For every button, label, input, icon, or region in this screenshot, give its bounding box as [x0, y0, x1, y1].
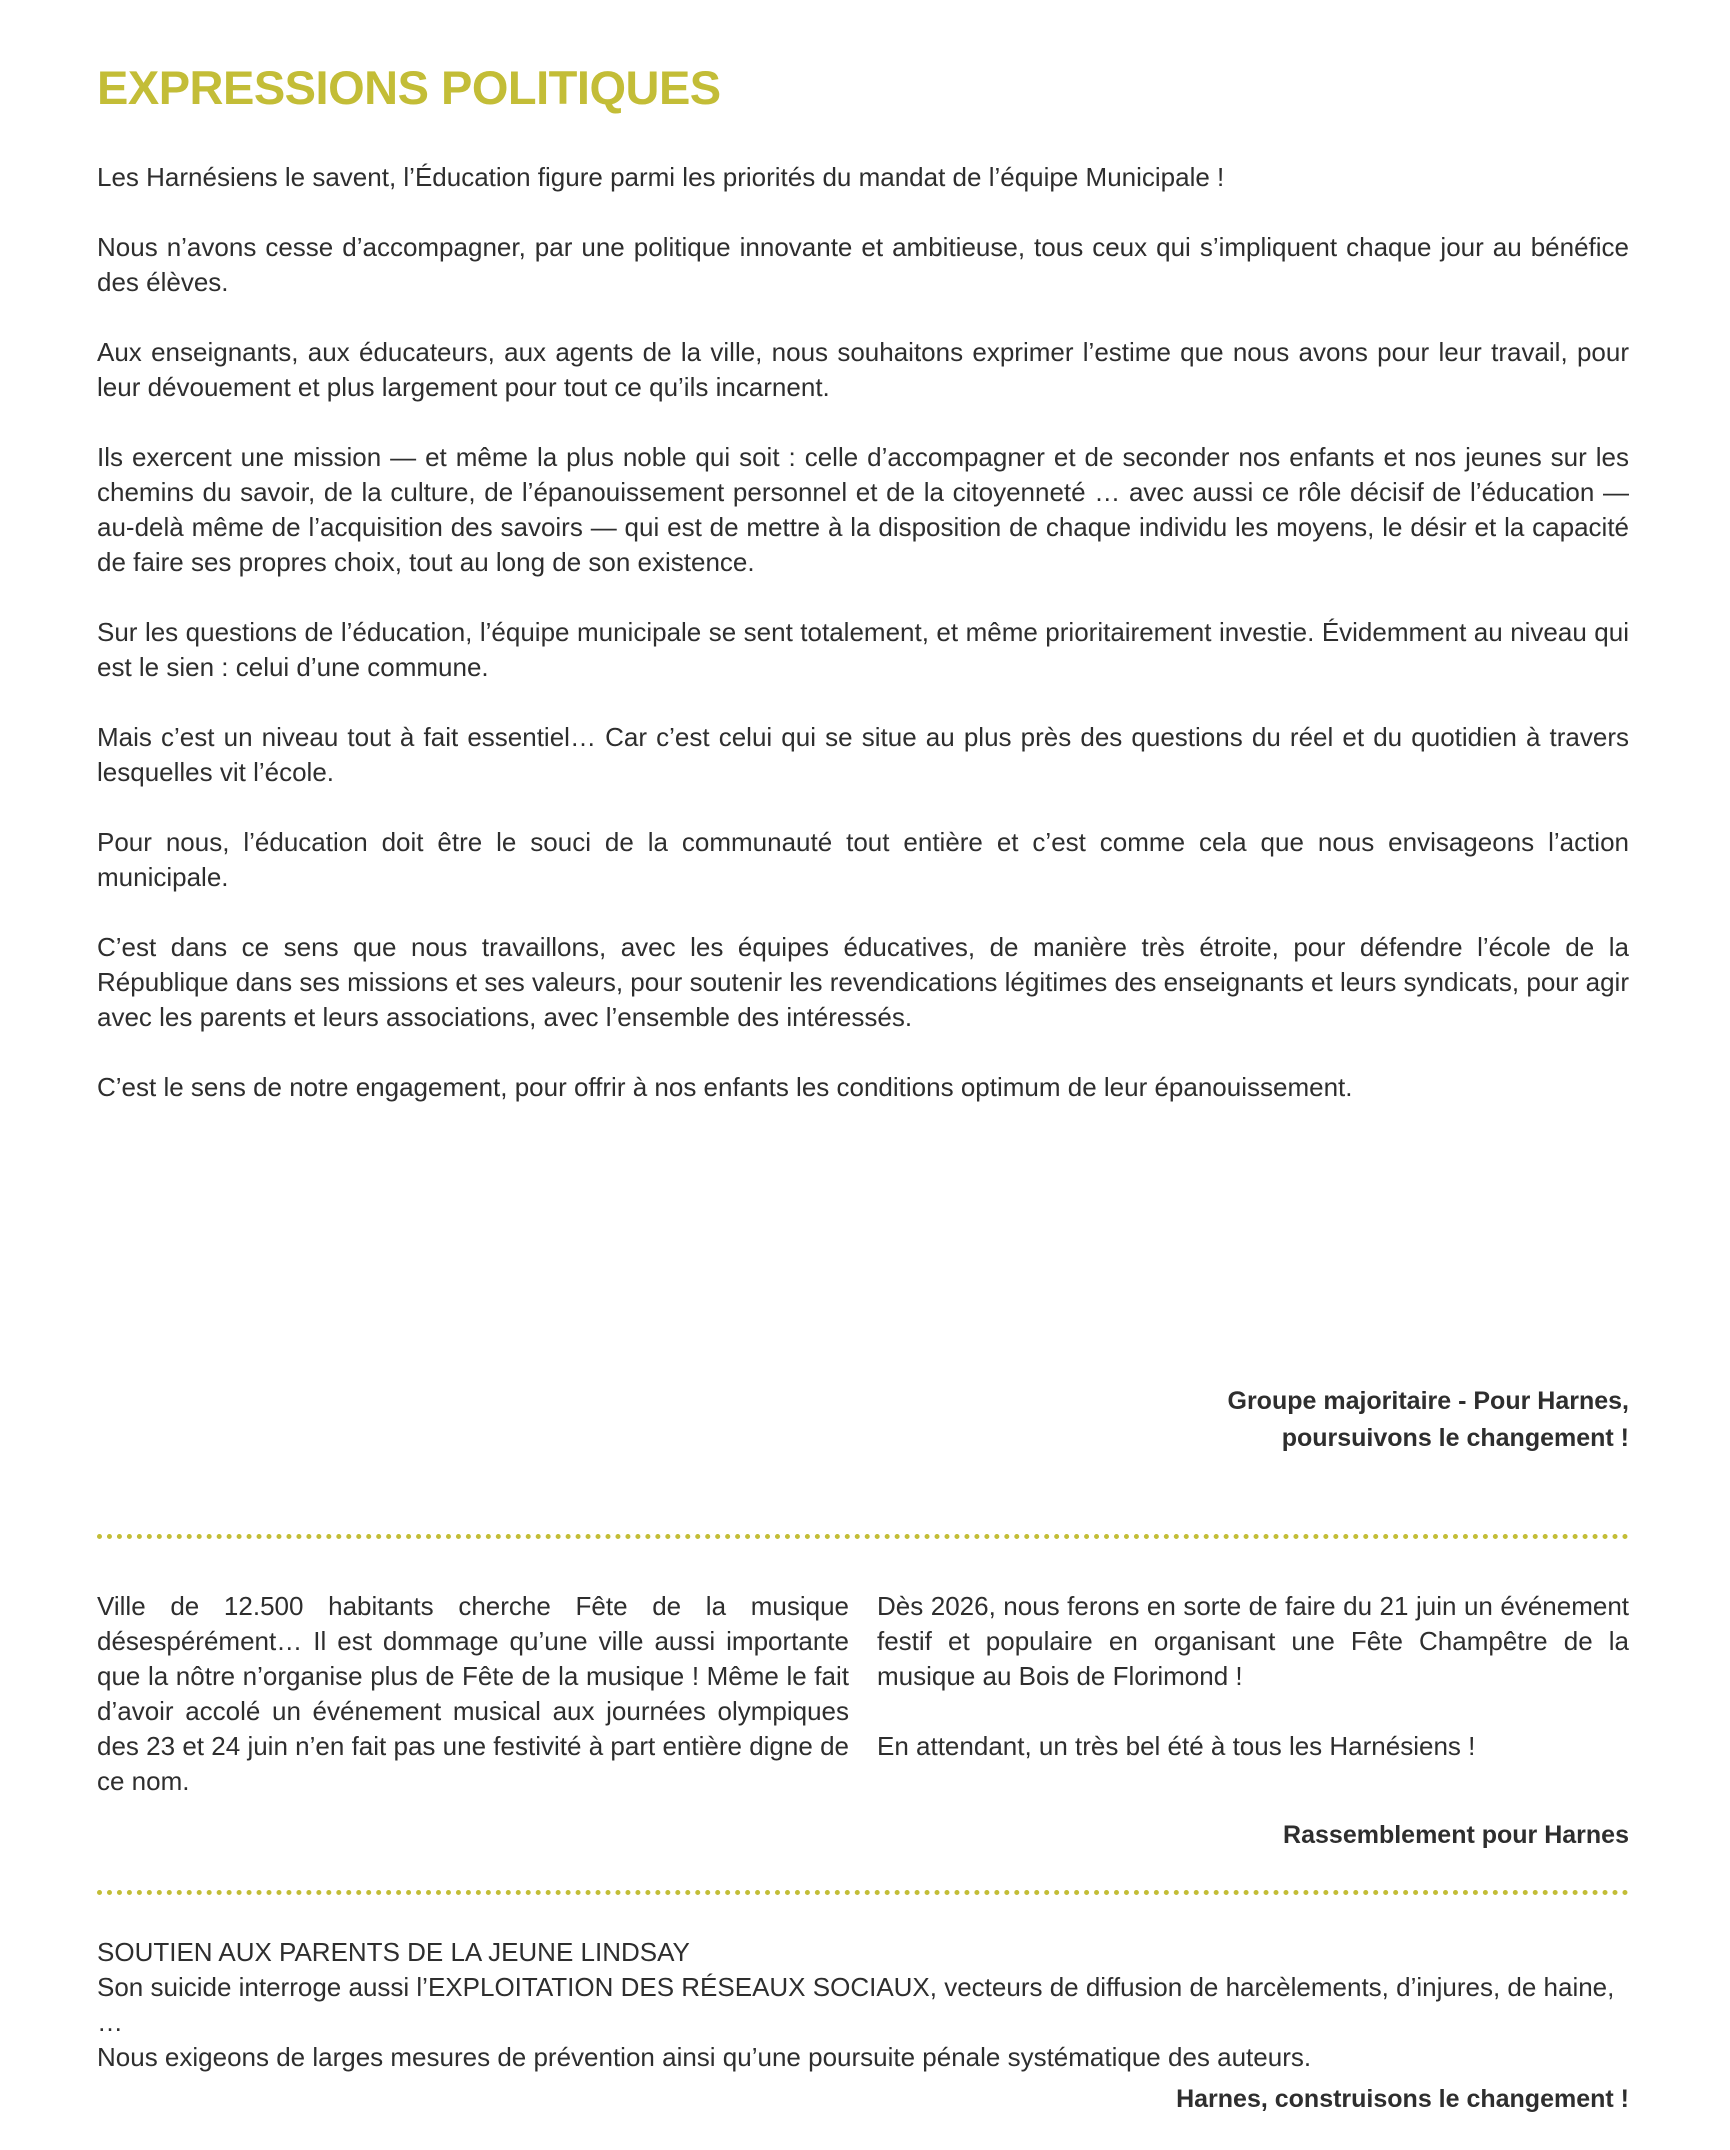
paragraph: C’est dans ce sens que nous travaillons, avec les équipes éducatives, de manière très étroite, pour défendre l’école de la République dans ses missions et ses valeurs, pour soutenir les revendications légitimes des enseignants et leurs syndicats, pour agir avec les parents et leurs associations, avec l’ensemble des intéressés.	[97, 932, 1629, 1032]
paragraph: Sur les questions de l’éducation, l’équipe municipale se sent totalement, et même prioritairement investie. Évidemment au niveau qui est le sien : celui d’une commune.	[97, 617, 1629, 682]
right-column	[877, 1589, 1629, 1834]
majority-group-text	[97, 160, 1629, 1140]
paragraph: Ils exercent une mission — et même la plus noble qui soit : celle d’accompagner et de seconder nos enfants et nos jeunes sur les chemins du savoir, de la culture, de l’épanouissement personnel et de la citoyenneté … avec aussi ce rôle décisif de l’éducation — au-delà même de l’acquisition des savoirs — qui est de mettre à la disposition de chaque individu les moyens, le désir et la capacité de faire ses propres choix, tout au long de son existence.	[97, 442, 1629, 577]
dotted-divider	[97, 1890, 1629, 1895]
paragraph: En attendant, un très bel été à tous les Harnésiens !	[877, 1731, 1476, 1761]
rassemblement-section	[97, 1589, 1629, 1834]
signature-line: Groupe majoritaire - Pour Harnes,	[1227, 1387, 1629, 1415]
section-heading: SOUTIEN AUX PARENTS DE LA JEUNE LINDSAY	[97, 1937, 690, 1967]
paragraph: Nous n’avons cesse d’accompagner, par une politique innovante et ambitieuse, tous ceux qui s’impliquent chaque jour au bénéfice des élèves.	[97, 232, 1629, 297]
construisons-signature: Harnes, construisons le changement !	[1176, 2085, 1629, 2113]
paragraph: Pour nous, l’éducation doit être le souci de la communauté tout entière et c’est comme cela que nous envisageons l’action municipale.	[97, 827, 1629, 892]
paragraph: Dès 2026, nous ferons en sorte de faire du 21 juin un événement festif et populaire en organisant une Fête Champêtre de la musique au Bois de Florimond !	[877, 1591, 1629, 1691]
dotted-divider	[97, 1534, 1629, 1539]
paragraph: Aux enseignants, aux éducateurs, aux agents de la ville, nous souhaitons exprimer l’estime que nous avons pour leur travail, pour leur dévouement et plus largement pour tout ce qu’ils incarnent.	[97, 337, 1629, 402]
left-column	[97, 1589, 849, 1834]
page-title: EXPRESSIONS POLITIQUES	[97, 61, 721, 114]
paragraph: Son suicide interroge aussi l’EXPLOITATION DES RÉSEAUX SOCIAUX, vecteurs de diffusion de harcèlements, d’injures, de haine, …	[97, 1972, 1615, 2037]
paragraph: C’est le sens de notre engagement, pour offrir à nos enfants les conditions optimum de leur épanouissement.	[97, 1072, 1353, 1102]
paragraph: Ville de 12.500 habitants cherche Fête de la musique désespérément… Il est dommage qu’une ville aussi importante que la nôtre n’organise plus de Fête de la musique ! Même le fait d’avoir accolé un événement musical aux journées olympiques des 23 et 24 juin n’en fait pas une festivité à part entière digne de ce nom.	[97, 1591, 849, 1796]
paragraph: Nous exigeons de larges mesures de prévention ainsi qu’une poursuite pénale systématique des auteurs.	[97, 2042, 1312, 2072]
construisons-section	[97, 1935, 1629, 2075]
majority-group-signature	[1228, 1383, 1630, 1457]
paragraph: Les Harnésiens le savent, l’Éducation figure parmi les priorités du mandat de l’équipe Municipale !	[97, 162, 1225, 192]
paragraph: Mais c’est un niveau tout à fait essentiel… Car c’est celui qui se situe au plus près des questions du réel et du quotidien à travers lesquelles vit l’école.	[97, 722, 1629, 787]
signature-line: poursuivons le changement !	[1281, 1424, 1629, 1452]
rassemblement-signature: Rassemblement pour Harnes	[1283, 1821, 1629, 1849]
